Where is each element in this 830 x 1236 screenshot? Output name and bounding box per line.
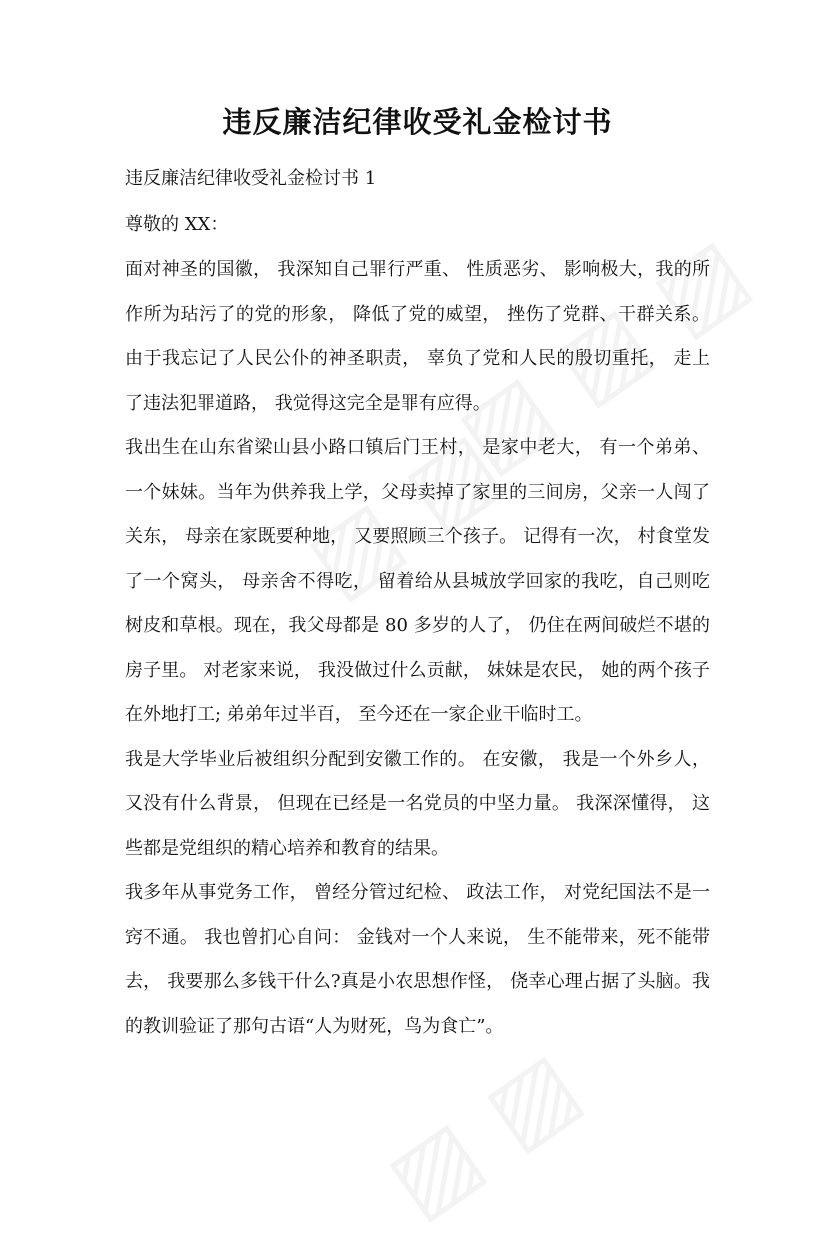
salutation: 尊敬的 XX： — [125, 214, 229, 235]
paragraph-4: 我多年从事党务工作， 曾经分管过纪检、 政法工作， 对党纪国法不是一窍不通。 我也曾扪心自问： 金钱对一个人来说， 生不能带来，死不能带去， 我要那么多钱干什么?真是小农思想作怪， 侥幸心理占据了头脑。我的教训验证了那句古语“人为财死，鸟为食亡”。 — [125, 882, 710, 1037]
document-body — [125, 98, 710, 1049]
document-subtitle: 违反廉洁纪律收受礼金检讨书 1 — [125, 168, 377, 189]
paragraph-1: 面对神圣的国徽， 我深知自己罪行严重、 性质恶劣、 影响极大，我的所作所为玷污了的党的形象， 降低了党的威望， 挫伤了党群、干群关系。 由于我忘记了人民公仆的神圣职责， 辜负了党和人民的殷切重托， 走上了违法犯罪道路， 我觉得这完全是罪有应得。 — [125, 259, 710, 414]
watermark — [368, 1031, 598, 1236]
document-title: 违反廉洁纪律收受礼金检讨书 — [222, 105, 613, 139]
paragraph-2: 我出生在山东省梁山县小路口镇后门王村， 是家中老大， 有一个弟弟、 一个妹妹。当年为供养我上学，父母卖掉了家里的三间房，父亲一人闯了关东， 母亲在家既要种地， 又要照顾三个孩子。 记得有一次， 村食堂发了一个窝头， 母亲舍不得吃， 留着给从县城放学回家的我吃，自己则吃树皮和草根。现在，我父母都是 80 多岁的人了， 仍住在两间破烂不堪的房子里。 对老家来说， 我没做过什么贡献， 妹妹是农民， 她的两个孩子在外地打工; 弟弟年过半百， 至今还在一家企业干临时工。 — [125, 437, 710, 725]
paragraph-3: 我是大学毕业后被组织分配到安徽工作的。 在安徽， 我是一个外乡人， 又没有什么背景， 但现在已经是一名党员的中坚力量。 我深深懂得， 这些都是党组织的精心培养和教育的结果。 — [125, 748, 710, 859]
